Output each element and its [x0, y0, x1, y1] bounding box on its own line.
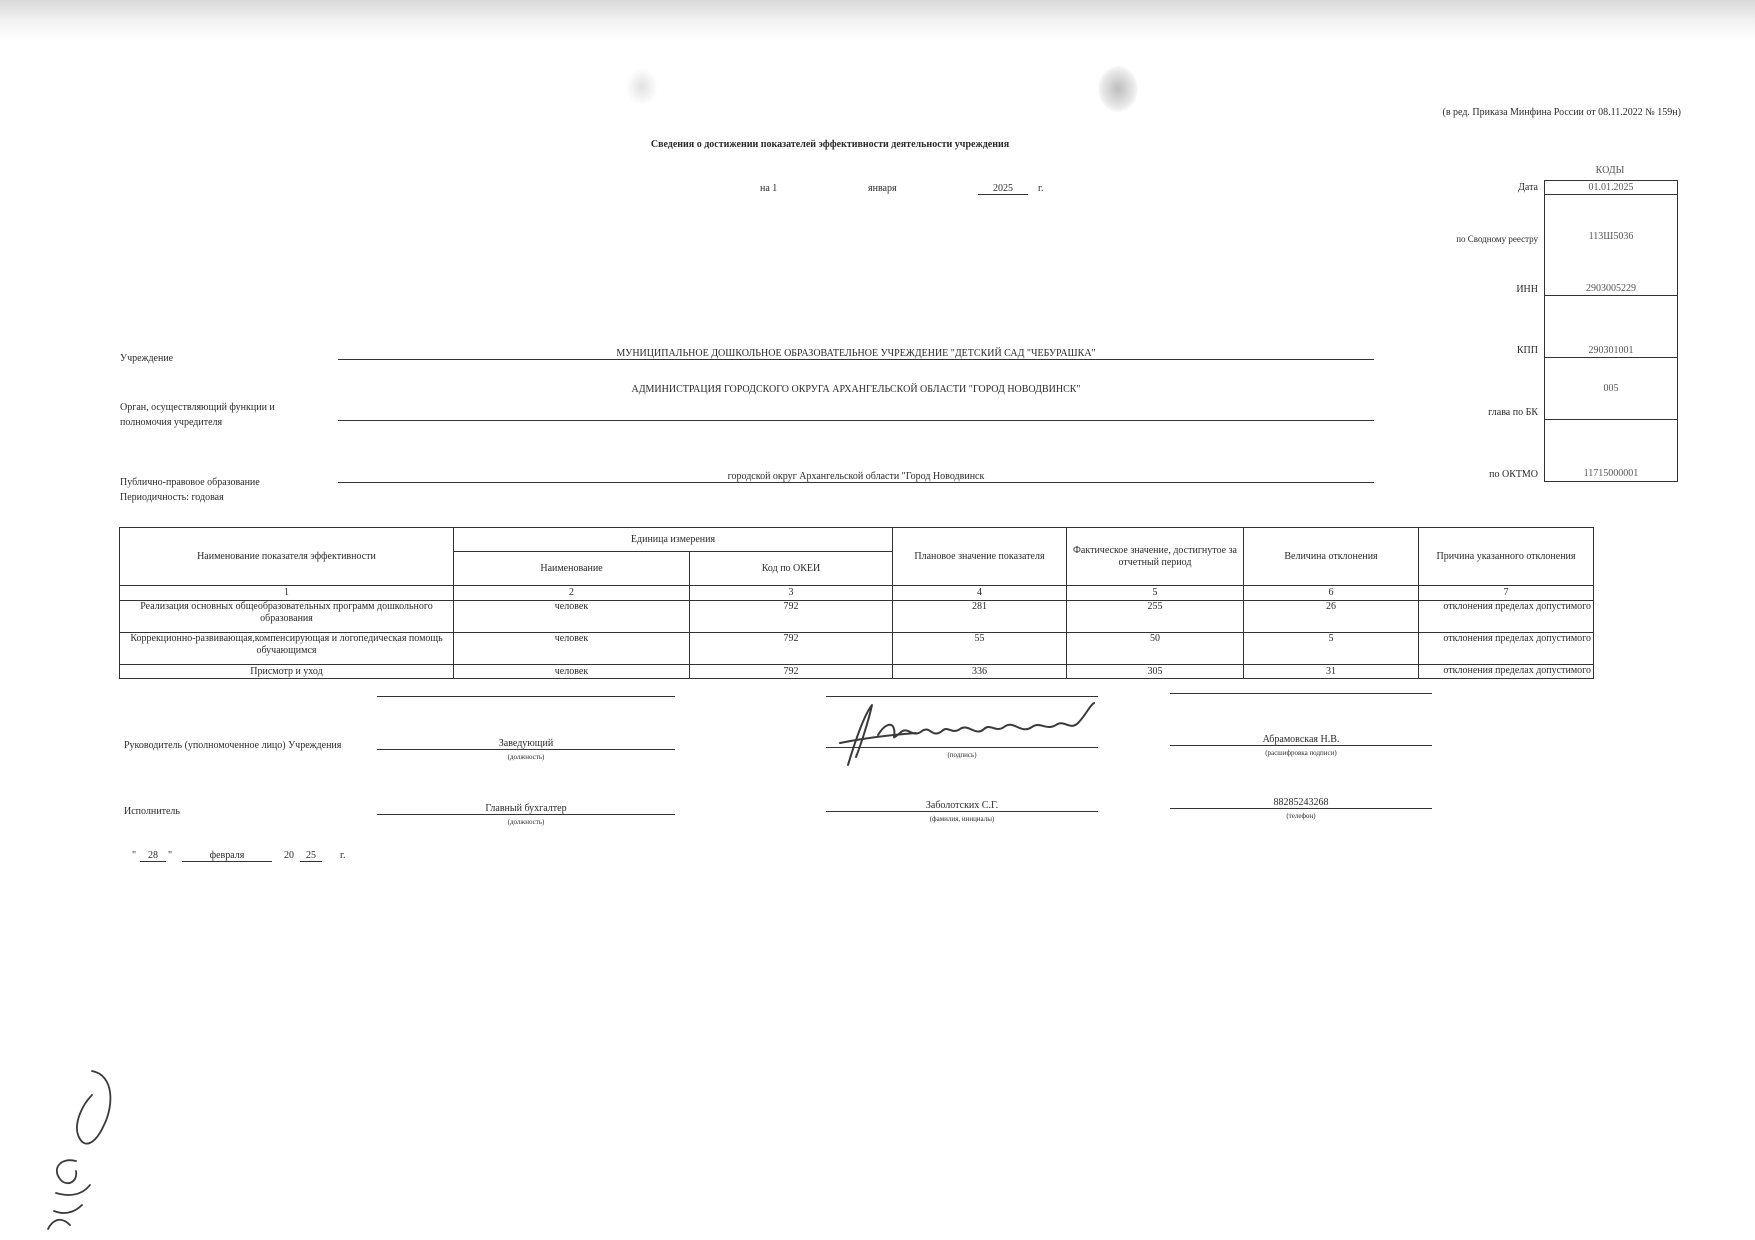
- codes-box: [1544, 180, 1678, 482]
- report-date-line: [760, 183, 1050, 199]
- periodicity: Периодичность: годовая: [120, 492, 224, 503]
- column-number: 3: [690, 586, 893, 601]
- executor-name-caption: (фамилия, инициалы): [929, 815, 995, 823]
- public-entity-value: городской округ Архангельской области "Город Новодвинск: [338, 471, 1374, 483]
- planned-value: 336: [893, 665, 1067, 679]
- code-kpp-label: КПП: [1516, 345, 1538, 356]
- scan-smear-mark: [1098, 66, 1138, 112]
- unit-name: человек: [454, 601, 690, 633]
- signing-date-year: 25: [300, 850, 322, 862]
- unit-code: 792: [690, 665, 893, 679]
- deviation-reason: отклонения пределах допустимого: [1419, 601, 1594, 633]
- authority-value: АДМИНИСТРАЦИЯ ГОРОДСКОГО ОКРУГА АРХАНГЕЛЬСКОЙ ОБЛАСТИ "ГОРОД НОВОДВИНСК": [631, 384, 1081, 395]
- signing-date: [132, 850, 372, 866]
- scan-top-band: [0, 0, 1755, 40]
- code-inn-value: 2903005229: [1586, 283, 1636, 294]
- header-indicator: Наименование показателя эффективности: [120, 528, 454, 586]
- deviation-value: 5: [1244, 633, 1419, 665]
- head-name-caption: (расшифровка подписи): [1265, 749, 1337, 757]
- signing-date-century: 20: [284, 850, 294, 861]
- head-name: Абрамовская Н.В.: [1170, 734, 1432, 746]
- code-oktmo-value: 11715000001: [1583, 468, 1639, 479]
- unit-name: человек: [454, 633, 690, 665]
- table-row: [120, 633, 1594, 665]
- code-oktmo-label: по ОКТМО: [1489, 469, 1538, 480]
- unit-name: человек: [454, 665, 690, 679]
- executor-position: Главный бухгалтер: [377, 803, 675, 815]
- code-registry-value: 113Ш5036: [1588, 231, 1634, 242]
- document-title: Сведения о достижении показателей эффективности деятельности учреждения: [650, 139, 1010, 150]
- margin-handwritten-mark: [30, 1065, 120, 1235]
- executor-position-caption: (должность): [507, 818, 545, 826]
- code-glava-value: 005: [1603, 383, 1619, 394]
- code-inn-label: ИНН: [1516, 284, 1538, 295]
- executor-label: Исполнитель: [124, 806, 180, 817]
- column-number: 1: [120, 586, 454, 601]
- authority-label: [120, 400, 275, 430]
- actual-value: 305: [1067, 665, 1244, 679]
- authority-label-line-1: Орган, осуществляющий функции и: [120, 402, 275, 413]
- column-number: 5: [1067, 586, 1244, 601]
- report-date-year: 2025: [978, 183, 1028, 195]
- code-date-value: 01.01.2025: [1588, 182, 1634, 193]
- header-unit-code: Код по ОКЕИ: [690, 552, 893, 586]
- head-handwritten-signature: [820, 695, 1120, 775]
- indicator-name: Реализация основных общеобразовательных программ дошкольного образования: [120, 601, 454, 633]
- public-entity-label: Публично-правовое образование: [120, 477, 260, 488]
- deviation-reason: отклонения пределах допустимого: [1419, 633, 1594, 665]
- column-number: 4: [893, 586, 1067, 601]
- unit-code: 792: [690, 601, 893, 633]
- signature-top-line: [1170, 693, 1432, 694]
- indicator-name: Присмотр и уход: [120, 665, 454, 679]
- header-planned: Плановое значение показателя: [893, 528, 1067, 586]
- order-reference: (в ред. Приказа Минфина России от 08.11.2022 № 159н): [1442, 107, 1681, 118]
- executor-phone-caption: (телефон): [1286, 812, 1316, 820]
- executor-name: Заболотских С.Г.: [826, 800, 1098, 812]
- executor-phone: 88285243268: [1170, 797, 1432, 809]
- signature-top-line: [377, 696, 675, 697]
- signature-caption: (подпись): [947, 751, 977, 759]
- head-position: Заведующий: [377, 738, 675, 750]
- header-unit-name: Наименование: [454, 552, 690, 586]
- report-date-month: января: [868, 183, 897, 194]
- header-unit-group: Единица измерения: [454, 528, 893, 552]
- indicator-name: Коррекционно-развивающая,компенсирующая и логопедическая помощь обучающимся: [120, 633, 454, 665]
- head-position-caption: (должность): [507, 753, 545, 761]
- institution-value: МУНИЦИПАЛЬНОЕ ДОШКОЛЬНОЕ ОБРАЗОВАТЕЛЬНОЕ УЧРЕЖДЕНИЕ "ДЕТСКИЙ САД "ЧЕБУРАШКА": [338, 348, 1374, 360]
- head-label: Руководитель (уполномоченное лицо) Учреждения: [124, 740, 342, 751]
- column-number: 2: [454, 586, 690, 601]
- column-number: 7: [1419, 586, 1594, 601]
- scan-smear-mark: [626, 68, 658, 106]
- signing-date-day: 28: [140, 850, 166, 862]
- deviation-reason: отклонения пределах допустимого: [1419, 665, 1594, 679]
- signing-date-suffix: г.: [340, 850, 346, 861]
- code-registry-label: по Сводному реестру: [1456, 234, 1538, 244]
- unit-code: 792: [690, 633, 893, 665]
- authority-underline: [338, 420, 1374, 421]
- column-number: 6: [1244, 586, 1419, 601]
- actual-value: 50: [1067, 633, 1244, 665]
- signing-date-month: февраля: [182, 850, 272, 862]
- report-date-suffix: г.: [1038, 183, 1044, 194]
- codes-heading: КОДЫ: [1595, 165, 1625, 176]
- planned-value: 281: [893, 601, 1067, 633]
- header-reason: Причина указанного отклонения: [1419, 528, 1594, 586]
- deviation-value: 31: [1244, 665, 1419, 679]
- signing-date-quote-open: ": [132, 850, 137, 861]
- deviation-value: 26: [1244, 601, 1419, 633]
- code-kpp-value: 290301001: [1588, 345, 1634, 356]
- authority-label-line-2: полномочия учредителя: [120, 417, 223, 428]
- head-signature-line: [826, 747, 1098, 748]
- report-date-prefix: на 1: [760, 183, 778, 194]
- header-deviation: Величина отклонения: [1244, 528, 1419, 586]
- indicators-table: [119, 527, 1594, 679]
- code-glava-label: глава по БК: [1488, 407, 1538, 418]
- code-date-label: Дата: [1518, 182, 1538, 193]
- table-row: [120, 601, 1594, 633]
- signing-date-quote-close: ": [168, 850, 173, 861]
- planned-value: 55: [893, 633, 1067, 665]
- header-actual: Фактическое значение, достигнутое за отчетный период: [1067, 528, 1244, 586]
- actual-value: 255: [1067, 601, 1244, 633]
- institution-label: Учреждение: [120, 353, 174, 364]
- table-row: [120, 665, 1594, 679]
